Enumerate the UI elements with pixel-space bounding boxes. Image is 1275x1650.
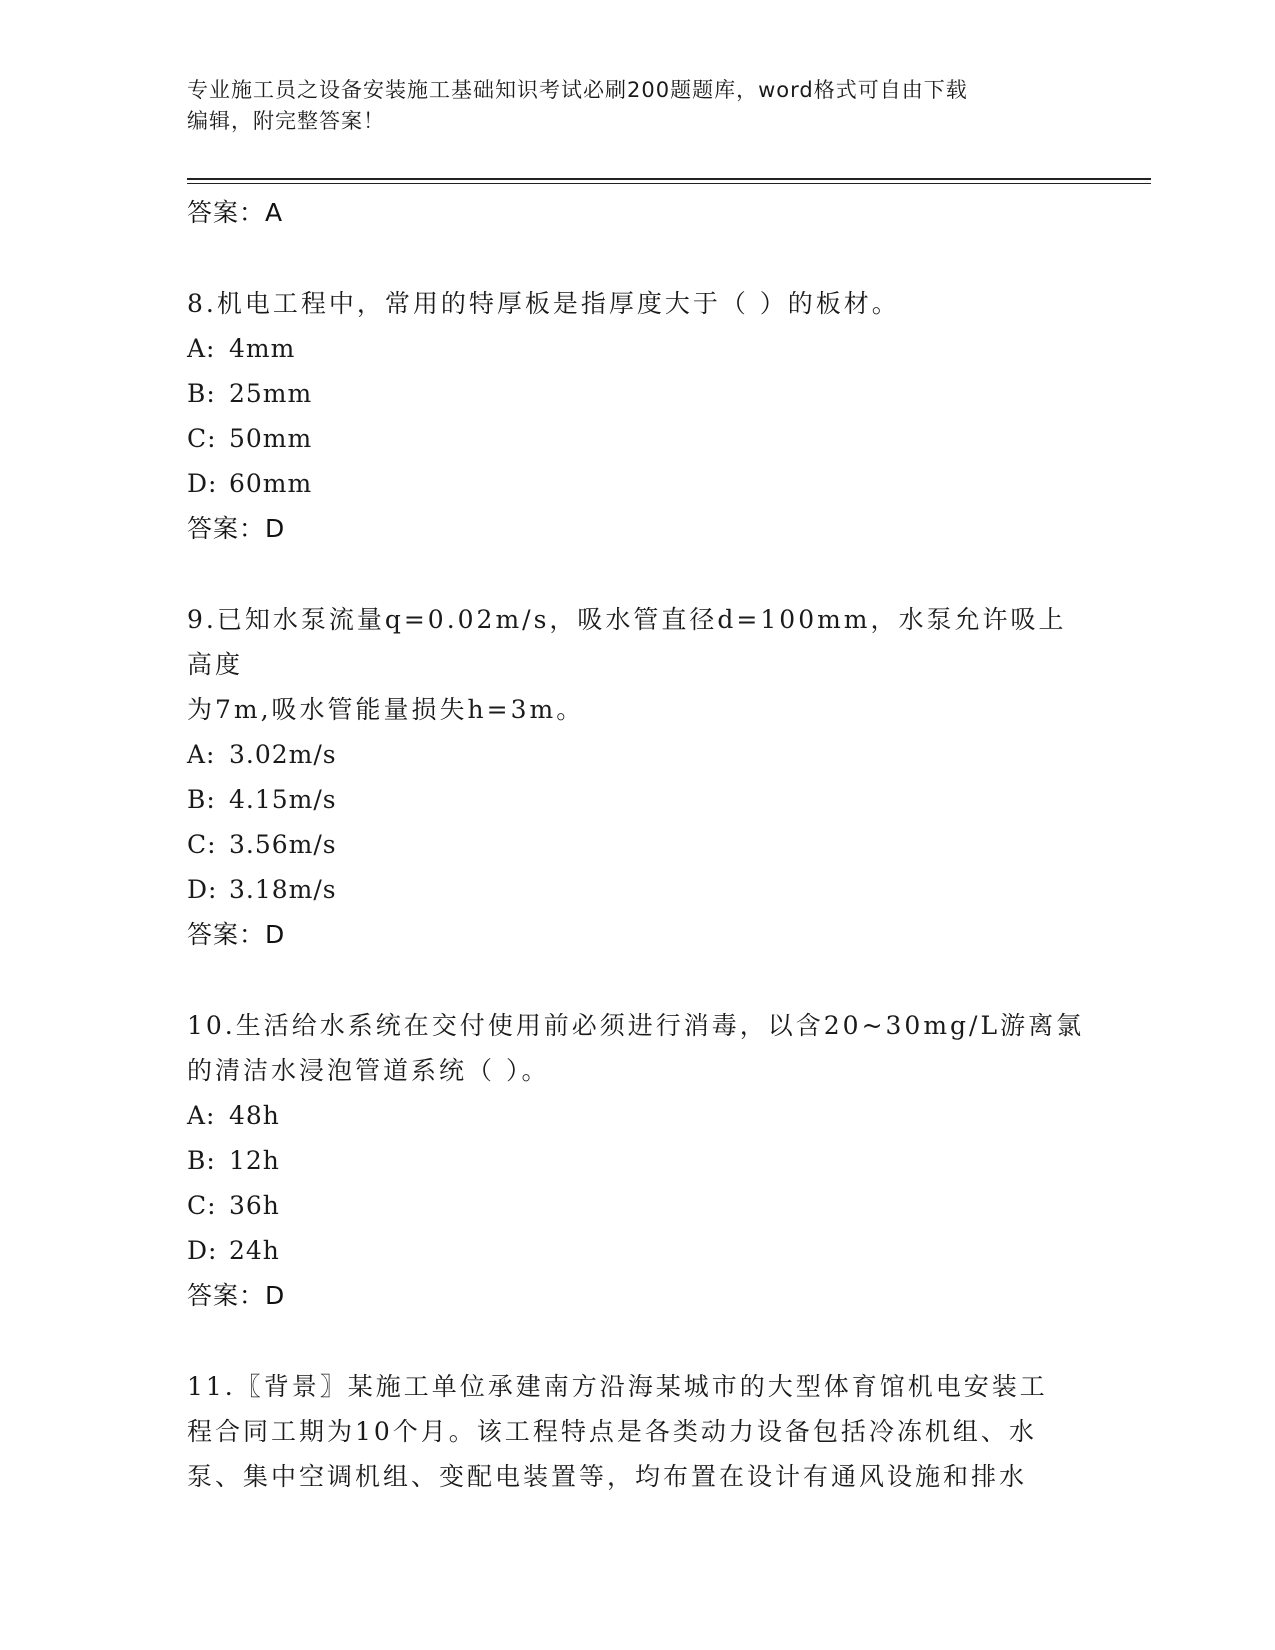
option-b: B: 12h	[187, 1146, 280, 1175]
question-content	[187, 190, 1087, 1499]
option-c: C: 36h	[187, 1191, 280, 1220]
question-block	[187, 1364, 1087, 1499]
option-a: A: 4mm	[187, 334, 296, 363]
question-text-line-3: 泵、集中空调机组、变配电装置等，均布置在设计有通风设施和排水	[187, 1462, 1028, 1491]
question-text-line-2: 程合同工期为10个月。该工程特点是各类动力设备包括冷冻机组、水	[187, 1417, 1037, 1446]
question-block	[187, 597, 1087, 957]
answer-line: 答案：D	[187, 1281, 286, 1310]
option-b: B: 25mm	[187, 379, 313, 408]
question-block	[187, 281, 1087, 551]
header-rule-thin	[187, 183, 1151, 184]
header-rule-thick	[187, 178, 1151, 180]
option-d: D: 60mm	[187, 469, 313, 498]
question-text-line-1: 10.生活给水系统在交付使用前必须进行消毒，以含20~30mg/L游离氯	[187, 1011, 1085, 1040]
answer-line: 答案：D	[187, 920, 286, 949]
option-c: C: 50mm	[187, 424, 313, 453]
page-header	[187, 75, 1087, 137]
option-d: D: 3.18m/s	[187, 875, 337, 904]
question-text-line-2: 为7m,吸水管能量损失h=3m。	[187, 695, 585, 724]
option-a: A: 3.02m/s	[187, 740, 337, 769]
question-block	[187, 1003, 1087, 1318]
answer-line: 答案：D	[187, 514, 286, 543]
question-text-line-1: 9.已知水泵流量q=0.02m/s，吸水管直径d=100mm，水泵允许吸上高度	[187, 605, 1067, 679]
question-text-line-1: 11.〖背景〗某施工单位承建南方沿海某城市的大型体育馆机电安装工	[187, 1372, 1048, 1401]
option-d: D: 24h	[187, 1236, 280, 1265]
answer-line: 答案：A	[187, 198, 284, 227]
header-line-2: 编辑，附完整答案！	[187, 109, 385, 133]
question-text-line-2: 的清洁水浸泡管道系统（ ）。	[187, 1056, 550, 1085]
question-text: 8.机电工程中，常用的特厚板是指厚度大于（ ）的板材。	[187, 289, 900, 318]
option-a: A: 48h	[187, 1101, 280, 1130]
header-line-1: 专业施工员之设备安装施工基础知识考试必刷200题题库，word格式可自由下载	[187, 78, 968, 102]
option-b: B: 4.15m/s	[187, 785, 337, 814]
option-c: C: 3.56m/s	[187, 830, 337, 859]
